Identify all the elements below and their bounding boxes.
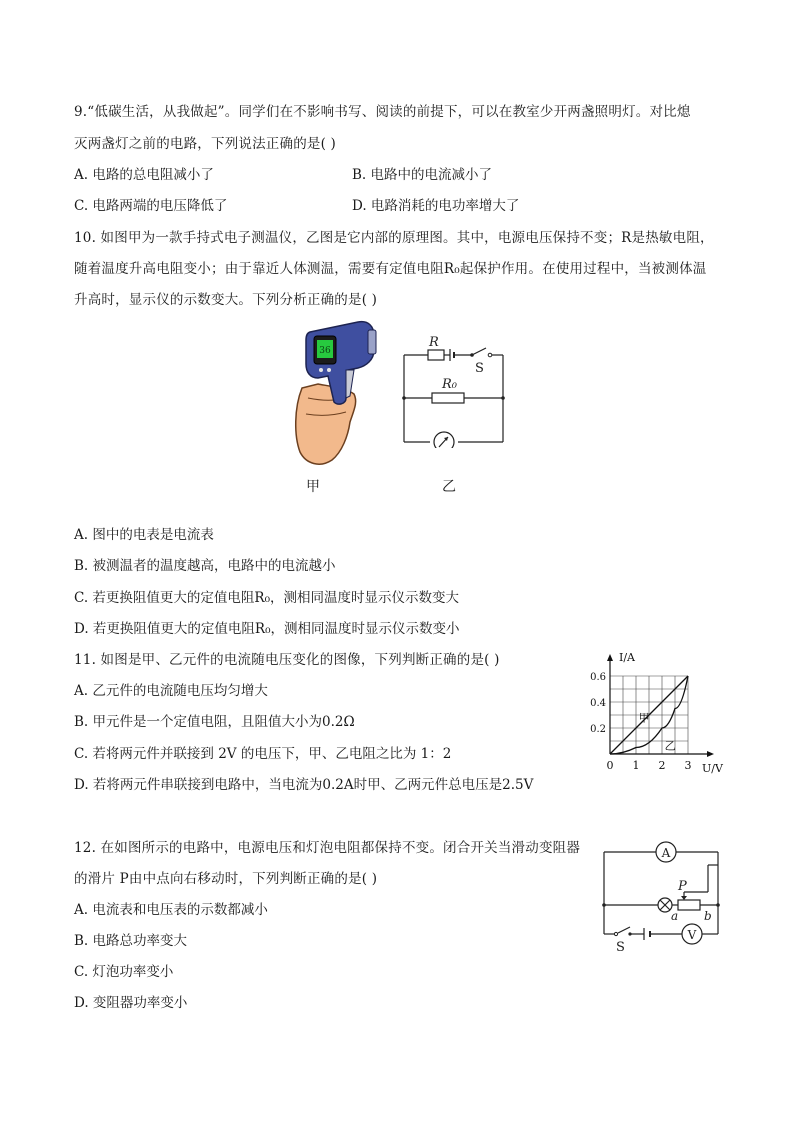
x-tick-label: 2: [658, 759, 666, 772]
q10-stem-line3: 升高时，显示仪的示数变大。下列分析正确的是( ): [74, 292, 378, 308]
y-axis-arrow-icon: [607, 654, 613, 661]
resistor-r: [428, 350, 444, 360]
y-axis-label: I/A: [619, 651, 635, 664]
q10-option-c: C. 若更换阻值更大的定值电阻R₀，测相同温度时显示仪示数变大: [74, 590, 460, 606]
q12-stem-line1: 12. 在如图所示的电路中，电源电压和灯泡电阻都保持不变。闭合开关当滑动变阻器: [74, 840, 581, 856]
x-axis-label: U/V: [702, 762, 723, 775]
thermometer-screen-reading: 36: [319, 346, 331, 356]
q11-option-c: C. 若将两元件并联接到 2V 的电压下，甲、乙电阻之比为 1：2: [74, 746, 452, 762]
switch-s: [472, 348, 486, 355]
switch-s: [618, 927, 630, 933]
x-tick-label: 3: [684, 759, 692, 772]
series-label-yi: 乙: [664, 739, 676, 753]
q11-option-a: A. 乙元件的电流随电压均匀增大: [74, 683, 268, 699]
x-tick-label: 1: [632, 759, 640, 772]
q10-option-b: B. 被测温者的温度越高，电路中的电流越小: [74, 558, 336, 574]
q9-option-c: C. 电路两端的电压降低了: [74, 198, 228, 214]
label-a-end: a: [671, 909, 679, 923]
label-p: P: [678, 879, 687, 894]
figure-caption-jia: 甲: [306, 479, 320, 495]
rheostat: [678, 900, 700, 910]
q12-option-b: B. 电路总功率变大: [74, 933, 188, 949]
q9-stem-line1: 9.“低碳生活，从我做起”。同学们在不影响书写、阅读的前提下，可以在教室少开两盏照明灯。对比熄: [74, 104, 691, 120]
label-s: S: [616, 940, 625, 955]
q12-option-a: A. 电流表和电压表的示数都减小: [74, 902, 268, 918]
q12-option-d: D. 变阻器功率变小: [74, 995, 188, 1011]
figure-caption-yi: 乙: [442, 479, 456, 495]
label-s: S: [475, 361, 484, 376]
q11-option-b: B. 甲元件是一个定值电阻，且阻值大小为0.2Ω: [74, 714, 355, 730]
circuit-diagram-yi: [398, 330, 510, 448]
x-tick-label: 0: [606, 759, 614, 772]
q12-option-c: C. 灯泡功率变小: [74, 964, 174, 980]
y-tick-label: 0.2: [590, 724, 606, 735]
label-r: R: [429, 335, 439, 350]
q10-stem-line2: 随着温度升高电阻变小；由于靠近人体测温，需要有定值电阻R₀起保护作用。在使用过程中，当被测体温: [74, 261, 707, 277]
current-voltage-chart: [588, 646, 728, 778]
q12-circuit-diagram: [598, 838, 724, 956]
q11-option-d: D. 若将两元件串联接到电路中，当电流为0.2A时甲、乙两元件总电压是2.5V: [74, 777, 534, 793]
resistor-r0: [432, 393, 464, 403]
y-tick-label: 0.6: [590, 672, 606, 683]
y-tick-label: 0.4: [590, 698, 606, 709]
q10-option-d: D. 若更换阻值更大的定值电阻R₀，测相同温度时显示仪示数变小: [74, 621, 460, 637]
q9-option-d: D. 电路消耗的电功率增大了: [352, 198, 520, 214]
series-label-jia: 甲: [638, 711, 650, 725]
q9-option-b: B. 电路中的电流减小了: [352, 167, 493, 183]
display-meter-icon: [434, 432, 454, 448]
q11-stem: 11. 如图是甲、乙元件的电流随电压变化的图像，下列判断正确的是( ): [74, 652, 500, 668]
label-ammeter: A: [661, 846, 671, 860]
q9-stem-line2: 灭两盏灯之前的电路，下列说法正确的是( ): [74, 136, 337, 152]
q12-stem-line2: 的滑片 P由中点向右移动时，下列判断正确的是( ): [74, 871, 378, 887]
label-r0: R₀: [442, 377, 457, 392]
label-voltmeter: V: [687, 928, 697, 942]
q9-option-a: A. 电路的总电阻减小了: [74, 167, 214, 183]
x-axis-arrow-icon: [707, 751, 714, 757]
q10-option-a: A. 图中的电表是电流表: [74, 527, 214, 543]
q10-stem-line1: 10. 如图甲为一款手持式电子测温仪，乙图是它内部的原理图。其中，电源电压保持不变；R是热敏电阻，: [74, 230, 714, 246]
thermometer-gun-illustration: [288, 318, 388, 468]
label-b-end: b: [704, 909, 712, 923]
